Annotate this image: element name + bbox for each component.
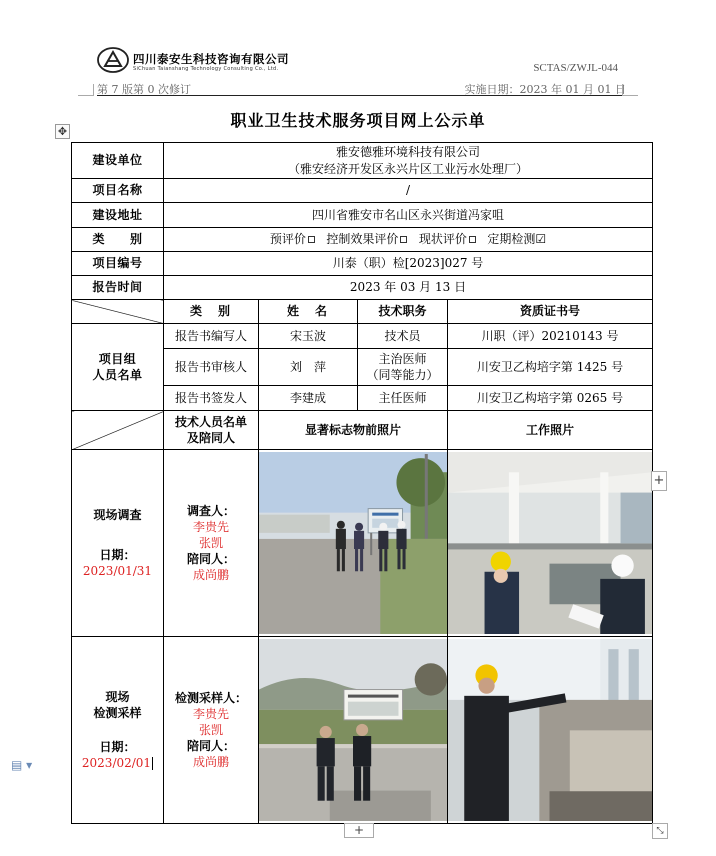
investigator-label: 调查人： bbox=[186, 503, 235, 518]
row-project-code bbox=[72, 252, 653, 276]
row-address bbox=[72, 203, 653, 228]
company-name-en: SiChuan Taianshang Technology Consulting Co., Ltd. bbox=[133, 66, 279, 72]
sampling-date: 2023/02/01 bbox=[81, 756, 152, 771]
survey-date: 2023/01/31 bbox=[82, 564, 153, 579]
companion-label: 陪同人： bbox=[186, 552, 235, 567]
report-time-label: 报告时间 bbox=[72, 276, 164, 300]
sampling-staff-cell[interactable] bbox=[164, 637, 259, 824]
sampling-landmark-photo[interactable] bbox=[259, 637, 448, 824]
company-name-cn: 四川泰安生科技咨询有限公司 bbox=[133, 52, 289, 66]
project-code-value[interactable]: 川泰（职）检[2023]027 号 bbox=[164, 252, 653, 276]
work-photo-image bbox=[448, 639, 652, 822]
landmark-photo-header: 显著标志物前照片 bbox=[259, 411, 448, 450]
add-row-button[interactable]: + bbox=[344, 823, 374, 838]
survey-label: 现场调查 bbox=[93, 507, 142, 522]
address-label: 建设地址 bbox=[72, 203, 164, 228]
member-name[interactable]: 刘 萍 bbox=[259, 349, 358, 386]
sampling-work-photo[interactable] bbox=[448, 637, 653, 824]
add-column-button[interactable]: + bbox=[651, 471, 667, 491]
document-title: 职业卫生技术服务项目网上公示单 bbox=[230, 111, 486, 130]
option-control-effect: 控制效果评价 bbox=[326, 232, 399, 247]
sampling-label: 现场 bbox=[105, 689, 130, 704]
construction-unit-label: 建设单位 bbox=[72, 143, 164, 179]
member-type[interactable]: 报告书编写人 bbox=[164, 324, 259, 349]
diagonal-cell bbox=[72, 411, 164, 450]
member-name[interactable]: 宋玉波 bbox=[259, 324, 358, 349]
project-code-label: 项目编号 bbox=[72, 252, 164, 276]
report-time-value[interactable]: 2023 年 03 月 13 日 bbox=[164, 276, 653, 300]
staff-header: 技术人员名单 及陪同人 bbox=[164, 411, 259, 450]
table-move-handle-icon[interactable]: ✥ bbox=[55, 124, 70, 139]
table-resize-handle-icon[interactable]: ⤡ bbox=[652, 823, 668, 839]
col-header-name: 姓 名 bbox=[259, 300, 358, 324]
survey-staff-cell[interactable] bbox=[164, 450, 259, 637]
unit-line-2: （雅安经济开发区永兴片区工业污水处理厂） bbox=[288, 161, 529, 176]
survey-work-photo[interactable] bbox=[448, 450, 653, 637]
document-number: SCTAS/ZWJL-044 bbox=[533, 62, 618, 74]
row-construction-unit bbox=[72, 143, 653, 179]
sampler-name: 张凯 bbox=[198, 722, 223, 737]
row-category bbox=[72, 228, 653, 252]
category-label: 类 别 bbox=[72, 228, 164, 252]
address-value[interactable]: 四川省雅安市名山区永兴街道冯家咀 bbox=[164, 203, 653, 228]
member-type[interactable]: 报告书签发人 bbox=[164, 386, 259, 411]
project-group-label: 项目组 人员名单 bbox=[72, 324, 164, 411]
companion-name: 成尚鹏 bbox=[192, 755, 229, 770]
investigator-name: 李贵先 bbox=[192, 519, 229, 534]
survey-row bbox=[72, 450, 653, 637]
row-report-time bbox=[72, 276, 653, 300]
landmark-photo-image bbox=[259, 639, 447, 821]
sampling-label: 检测采样 bbox=[93, 705, 142, 720]
members-header-row bbox=[72, 300, 653, 324]
diagonal-cell bbox=[72, 300, 164, 324]
row-project-name bbox=[72, 179, 653, 203]
companion-name: 成尚鹏 bbox=[192, 568, 229, 583]
sampler-name: 李贵先 bbox=[192, 706, 229, 721]
col-header-type: 类 别 bbox=[164, 300, 259, 324]
member-name[interactable]: 李建成 bbox=[259, 386, 358, 411]
sampling-date-label: 日期： bbox=[99, 740, 136, 754]
col-header-title: 技术职务 bbox=[358, 300, 448, 324]
photos-header-row bbox=[72, 411, 653, 450]
project-name-label: 项目名称 bbox=[72, 179, 164, 203]
text-cursor bbox=[152, 757, 153, 770]
member-cert[interactable]: 川职（评）20210143 号 bbox=[448, 324, 653, 349]
checkbox-unchecked-icon[interactable] bbox=[308, 236, 315, 243]
category-options[interactable] bbox=[164, 228, 653, 252]
margin-corner-mark bbox=[78, 84, 94, 96]
survey-label-cell bbox=[72, 450, 164, 637]
option-status-assessment: 现状评价 bbox=[418, 232, 467, 247]
member-type[interactable]: 报告书审核人 bbox=[164, 349, 259, 386]
option-pre-assessment: 预评价 bbox=[269, 232, 306, 247]
member-title[interactable]: 技术员 bbox=[358, 324, 448, 349]
companion-label: 陪同人： bbox=[186, 739, 235, 754]
investigator-name: 张凯 bbox=[198, 535, 223, 550]
member-title[interactable]: 主任医师 bbox=[358, 386, 448, 411]
checkbox-unchecked-icon[interactable] bbox=[400, 236, 407, 243]
work-photo-header: 工作照片 bbox=[448, 411, 653, 450]
option-periodic-test-checked: 定期检测☑ bbox=[487, 232, 547, 247]
construction-unit-value[interactable] bbox=[164, 143, 653, 179]
sampling-row bbox=[72, 637, 653, 824]
revision-label: 第 7 版第 0 次修订 bbox=[97, 83, 191, 96]
checkbox-unchecked-icon[interactable] bbox=[469, 236, 476, 243]
sampling-label-cell bbox=[72, 637, 164, 824]
effective-date: 实施日期：2023 年 01 月 01 日 bbox=[464, 83, 626, 96]
survey-date-label: 日期： bbox=[99, 547, 136, 562]
unit-line-1: 雅安德雅环境科技有限公司 bbox=[336, 145, 481, 160]
member-cert[interactable]: 川安卫乙构培字第 1425 号 bbox=[448, 349, 653, 386]
landmark-photo-image bbox=[259, 452, 447, 634]
paste-options-icon[interactable]: ▤ ▾ bbox=[11, 758, 33, 772]
header-rule bbox=[97, 95, 626, 96]
col-header-cert: 资质证书号 bbox=[448, 300, 653, 324]
survey-landmark-photo[interactable] bbox=[259, 450, 448, 637]
company-logo-icon bbox=[97, 46, 129, 74]
project-name-value[interactable]: / bbox=[164, 179, 653, 203]
member-cert[interactable]: 川安卫乙构培字第 0265 号 bbox=[448, 386, 653, 411]
margin-corner-mark bbox=[622, 84, 638, 96]
sampler-label: 检测采样人： bbox=[174, 690, 247, 705]
member-title[interactable]: 主治医师 （同等能力） bbox=[358, 349, 448, 386]
member-row bbox=[72, 324, 653, 349]
work-photo-image bbox=[448, 452, 652, 635]
notice-table bbox=[71, 142, 653, 824]
